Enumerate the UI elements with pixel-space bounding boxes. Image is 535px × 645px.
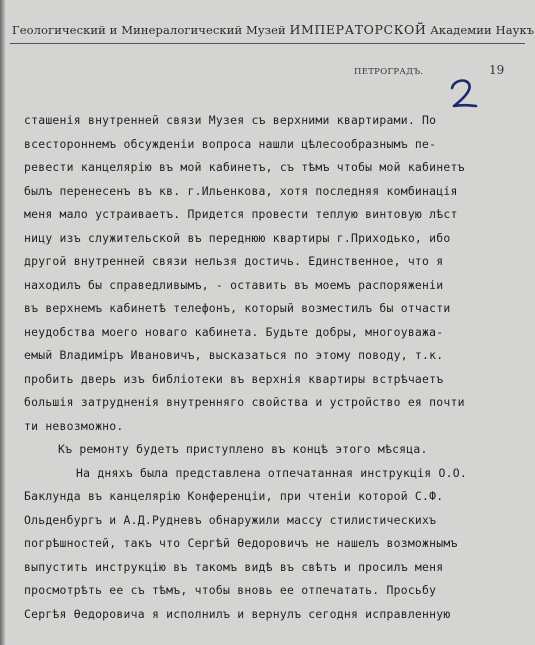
text-line: На дняхъ была представлена отпечатанная инструкція О.О. xyxy=(76,465,467,480)
text-line: выпустить инструкцію въ такомъ видѣ въ свѣтъ и просилъ меня xyxy=(24,559,444,574)
letterhead-suffix: Академии Наукъ xyxy=(430,23,535,37)
page-number: 19 xyxy=(489,63,505,77)
text-line: всестороннемъ обсужденіи вопроса нашли цѣлесообразнымъ пе- xyxy=(24,136,437,151)
handwritten-numeral xyxy=(440,76,486,112)
text-line: меня мало устраиваетъ. Придется провести теплую винтовую лѣст xyxy=(24,207,458,221)
text-line: неудобства моего новаго кабинета. Будьте добры, многоуважа- xyxy=(24,324,444,339)
text-line: пробить дверь изъ библіотеки въ верхнія квартиры встрѣчаетъ xyxy=(24,371,444,386)
text-line: сташенія внутренней связи Музея съ верхними квартирами. По xyxy=(24,113,437,127)
text-line: Сергѣя Ѳедоровича я исполнилъ и вернулъ сегодня исправленную xyxy=(24,606,451,621)
text-line: ревести канцелярію въ мой кабинетъ, съ тѣмъ чтобы мой кабинетъ xyxy=(24,160,465,174)
letterhead xyxy=(12,22,535,37)
letterhead-name: ИМПЕРАТОРСКОЙ xyxy=(289,22,427,37)
text-line: Ольденбургъ и А.Д.Рудневъ обнаружили массу стилистическихъ xyxy=(24,512,437,527)
paragraph-1 xyxy=(24,109,529,438)
page-edge-shadow xyxy=(0,0,6,645)
text-line: находилъ бы справедливымъ, - оставить въ моемъ распоряженіи xyxy=(24,277,444,292)
text-line: Баклунда въ канцелярію Конференціи, при чтеніи которой С.Ф. xyxy=(24,489,444,503)
text-line: емый Владиміръ Ивановичъ, высказаться по этому поводу, т.к. xyxy=(24,348,444,362)
paragraph-2 xyxy=(24,438,529,462)
city-name: ПЕТРОГРАДЪ. xyxy=(354,67,424,77)
text-line: погрѣшностей, такъ что Сергѣй Ѳедоровичъ не нашелъ возможнымъ xyxy=(24,536,458,550)
letterhead-prefix: Геологический и Минералогический Музей xyxy=(12,23,286,37)
text-line: просмотрѣть ее съ тѣмъ, чтобы вновь ее отпечатать. Просьбу xyxy=(24,583,437,597)
text-line: въ верхнемъ кабинетѣ телефонъ, который возместилъ бы отчасти xyxy=(24,301,451,315)
letterhead-rule xyxy=(10,43,525,44)
text-line: былъ перенесенъ въ кв. г.Ильенкова, хотя последняя комбинація xyxy=(24,183,458,198)
letter-body xyxy=(24,109,529,626)
paragraph-3 xyxy=(24,462,529,627)
text-line: большія затрудненія внутренняго свойства и устройство ея почти xyxy=(24,395,465,409)
text-line: другой внутренней связи нельзя достичь. Единственное, что я xyxy=(24,254,444,268)
text-line: ти невозможно. xyxy=(24,418,124,433)
text-line: Къ ремонту будетъ приступлено въ концѣ этого мѣсяца. xyxy=(58,442,428,456)
text-line: ницу изъ служительской въ переднюю квартиры г.Приходько, ибо xyxy=(24,230,451,245)
